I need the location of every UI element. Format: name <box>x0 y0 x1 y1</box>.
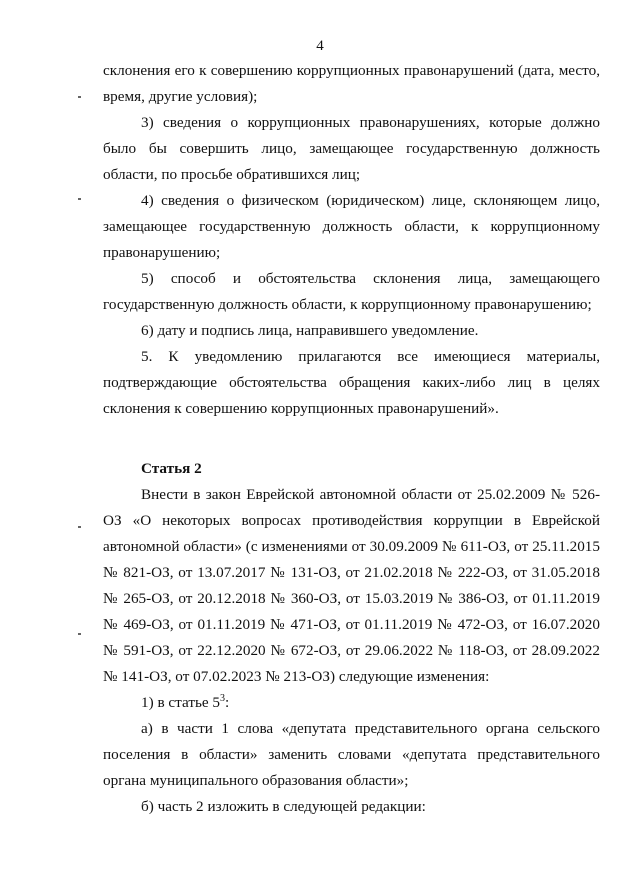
paragraph <box>103 690 600 716</box>
superscript: 3 <box>220 692 226 704</box>
scan-mark <box>78 526 81 528</box>
page-number: 4 <box>316 38 324 54</box>
paragraph: 5) способ и обстоятельства склонения лица, замещающего государственную должность области, к коррупционному правонарушению; <box>103 270 600 313</box>
document-body <box>103 58 600 820</box>
paragraph-text: 1) в статье 5 <box>141 694 221 711</box>
paragraph: 6) дату и подпись лица, направившего уведомление. <box>141 322 479 339</box>
paragraph: 3) сведения о коррупционных правонарушениях, которые должно было бы совершить лицо, замещающее государственную должность области, по просьбе обратившихся лиц; <box>103 114 600 183</box>
scan-mark <box>78 633 81 635</box>
scan-mark <box>78 96 81 98</box>
paragraph-text: : <box>225 694 230 711</box>
paragraph: а) в части 1 слова «депутата представительного органа сельского поселения в области» заменить словами «депутата представительного органа муниципального образования области»; <box>103 720 600 789</box>
paragraph: Внести в закон Еврейской автономной области от 25.02.2009 № 526-ОЗ «О некоторых вопросах противодействия коррупции в Еврейской автономной области» (с изменениями от 30.09.2009 № 611-ОЗ, от 25.11.2015 № 821-ОЗ, от 13.07.2017 № 131-ОЗ, от 21.02.2018 № 222-ОЗ, от 31.05.2018 № 265-ОЗ, от 20.12.2018 № 360-ОЗ, от 15.03.2019 № 386-ОЗ, от 01.11.2019 № 469-ОЗ, от 01.11.2019 № 471-ОЗ, от 01.11.2019 № 472-ОЗ, от 16.07.2020 № 591-ОЗ, от 22.12.2020 № 672-ОЗ, от 29.06.2022 № 118-ОЗ, от 28.09.2022 № 141-ОЗ, от 07.02.2023 № 213-ОЗ) следующие изменения: <box>103 486 600 685</box>
paragraph: 4) сведения о физическом (юридическом) лице, склоняющем лицо, замещающее государственную должность области, к коррупционному правонарушению; <box>103 192 600 261</box>
paragraph: склонения его к совершению коррупционных правонарушений (дата, место, время, другие условия); <box>103 62 600 105</box>
article-heading: Статья 2 <box>141 460 202 477</box>
scan-mark <box>78 198 81 200</box>
paragraph: б) часть 2 изложить в следующей редакции: <box>141 798 426 815</box>
paragraph: 5. К уведомлению прилагаются все имеющиеся материалы, подтверждающие обстоятельства обращения каких-либо лиц в целях склонения к совершению коррупционных правонарушений». <box>103 348 600 417</box>
